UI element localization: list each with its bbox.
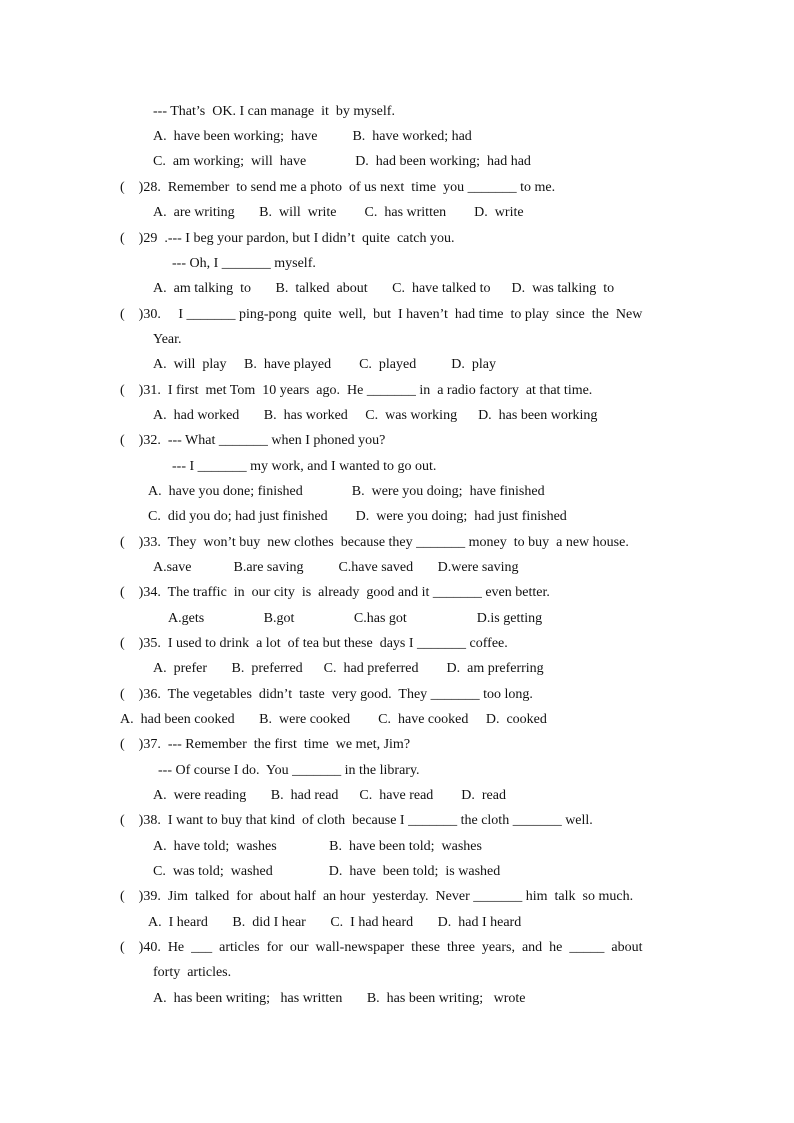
question-continuation: Year. bbox=[153, 332, 182, 347]
question-35: ( )35. I used to drink a lot of tea but these days I _______ coffee. bbox=[120, 636, 508, 651]
question-38: ( )38. I want to buy that kind of cloth because I _______ the cloth _______ well. bbox=[120, 813, 593, 828]
answer-line: --- That’s OK. I can manage it by myself. bbox=[153, 104, 395, 119]
options-line: A. have you done; finished B. were you doing; have finished bbox=[148, 484, 545, 499]
options-line: A. had worked B. has worked C. was working D. has been working bbox=[153, 408, 598, 423]
question-30: ( )30. I _______ ping-pong quite well, but I haven’t had time to play since the New bbox=[120, 307, 643, 322]
question-36: ( )36. The vegetables didn’t taste very good. They _______ too long. bbox=[120, 687, 533, 702]
question-continuation: forty articles. bbox=[153, 965, 232, 980]
options-line: A. are writing B. will write C. has written D. write bbox=[153, 205, 524, 220]
options-line: A.gets B.got C.has got D.is getting bbox=[168, 611, 543, 626]
question-32: ( )32. --- What _______ when I phoned you? bbox=[120, 433, 386, 448]
question-34: ( )34. The traffic in our city is already good and it _______ even better. bbox=[120, 585, 550, 600]
question-31: ( )31. I first met Tom 10 years ago. He _______ in a radio factory at that time. bbox=[120, 383, 593, 398]
dialogue-line: --- Oh, I _______ myself. bbox=[172, 256, 316, 271]
options-line: C. did you do; had just finished D. were you doing; had just finished bbox=[148, 509, 567, 524]
options-line: A. am talking to B. talked about C. have talked to D. was talking to bbox=[153, 281, 615, 296]
question-40: ( )40. He ___ articles for our wall-newspaper these three years, and he _____ about bbox=[120, 940, 643, 955]
options-line: A. has been writing; has written B. has been writing; wrote bbox=[153, 991, 526, 1006]
options-line: A.save B.are saving C.have saved D.were saving bbox=[153, 560, 519, 575]
question-39: ( )39. Jim talked for about half an hour yesterday. Never _______ him talk so much. bbox=[120, 889, 634, 904]
question-33: ( )33. They won’t buy new clothes because they _______ money to buy a new house. bbox=[120, 535, 629, 550]
options-line: A. prefer B. preferred C. had preferred D. am preferring bbox=[153, 661, 544, 676]
options-line: A. were reading B. had read C. have read D. read bbox=[153, 788, 506, 803]
options-line: C. was told; washed D. have been told; is washed bbox=[153, 864, 501, 879]
question-28: ( )28. Remember to send me a photo of us next time you _______ to me. bbox=[120, 180, 556, 195]
options-line: C. am working; will have D. had been working; had had bbox=[153, 154, 531, 169]
options-line: A. will play B. have played C. played D. play bbox=[153, 357, 496, 372]
dialogue-line: --- I _______ my work, and I wanted to go out. bbox=[172, 459, 437, 474]
question-29: ( )29 .--- I beg your pardon, but I didn’t quite catch you. bbox=[120, 231, 455, 246]
options-line: A. had been cooked B. were cooked C. have cooked D. cooked bbox=[120, 712, 547, 727]
options-line: A. I heard B. did I hear C. I had heard D. had I heard bbox=[148, 915, 522, 930]
options-line: A. have been working; have B. have worked; had bbox=[153, 129, 472, 144]
question-37: ( )37. --- Remember the first time we met, Jim? bbox=[120, 737, 411, 752]
options-line: A. have told; washes B. have been told; washes bbox=[153, 839, 482, 854]
dialogue-line: --- Of course I do. You _______ in the library. bbox=[158, 763, 420, 778]
